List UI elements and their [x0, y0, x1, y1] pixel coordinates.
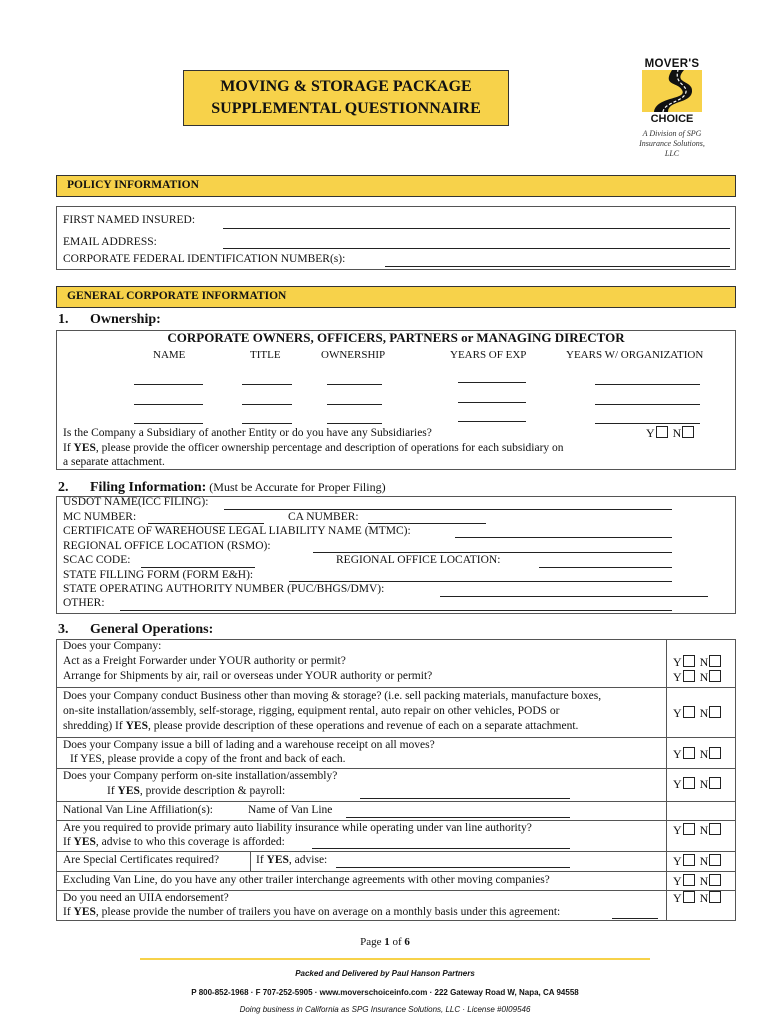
special-certificates-field[interactable] [336, 866, 570, 868]
logo-subtitle-line2: Insurance Solutions, LLC [639, 139, 705, 158]
section-3-number: 3. [58, 622, 69, 637]
owner-2-years-exp-field[interactable] [458, 401, 526, 403]
mtmc-label: CERTIFICATE OF WAREHOUSE LEGAL LIABILITY NAME (MTMC): [63, 525, 411, 537]
uiia-yes-checkbox[interactable] [683, 891, 695, 903]
divider [56, 890, 736, 891]
ownership-heading: CORPORATE OWNERS, OFFICERS, PARTNERS or MANAGING DIRECTOR [167, 330, 625, 345]
subsidiary-note-rest: , please provide the officer ownership percentage and description of operations for each subsidiary on [95, 442, 564, 454]
form-title-line1: MOVING & STORAGE PACKAGE [220, 78, 472, 95]
footer-license: Doing business in California as SPG Insurance Solutions, LLC · License #0I09546 [239, 1005, 531, 1014]
yes-label: Y [673, 854, 682, 868]
yes-no-column-divider [666, 639, 667, 921]
page-total: 6 [404, 936, 410, 948]
first-named-insured-field[interactable] [223, 227, 730, 229]
auto-liability-field[interactable] [312, 847, 570, 849]
trailer-interchange-question: Excluding Van Line, do you have any other trailer interchange agreements with other moving companies? [63, 874, 550, 886]
yes-label: Y [673, 891, 682, 905]
owner-3-name-field[interactable] [134, 422, 203, 424]
special-certificates-yes-no [673, 854, 726, 869]
installation-yes-checkbox[interactable] [683, 777, 695, 789]
yes-label: Y [673, 777, 682, 791]
no-label: N [699, 747, 709, 761]
subsidiary-yes-checkbox[interactable] [656, 426, 668, 438]
filing-title-text: Filing Information: [90, 480, 207, 495]
bill-of-lading-question: Does your Company issue a bill of lading and a warehouse receipt on all moves? [63, 739, 435, 751]
divider [56, 801, 736, 802]
divider [56, 871, 736, 872]
freight-forwarder-question: Act as a Freight Forwarder under YOUR authority or permit? [63, 655, 346, 667]
state-form-field[interactable] [289, 580, 672, 582]
mc-number-field[interactable] [148, 522, 264, 524]
no-label: N [699, 891, 709, 905]
section-2-number: 2. [58, 480, 69, 495]
trailer-interchange-yes-checkbox[interactable] [683, 874, 695, 886]
yes-label: Y [673, 670, 682, 684]
yes-label: Y [646, 426, 655, 440]
arrange-shipments-yes-checkbox[interactable] [683, 670, 695, 682]
first-named-insured-label: FIRST NAMED INSURED: [63, 214, 196, 226]
uiia-trailers-field[interactable] [612, 917, 658, 919]
subsidiary-question: Is the Company a Subsidiary of another Entity or do you have any Subsidiaries? [63, 427, 432, 439]
yes-label: Y [673, 747, 682, 761]
uiia-prefix: If [63, 906, 74, 918]
other-business-question-line3 [63, 720, 578, 732]
other-business-yes-no [673, 706, 726, 721]
divider [250, 851, 251, 871]
special-certificates-note [256, 854, 327, 866]
no-label: N [699, 777, 709, 791]
auto-liability-yes-no [673, 823, 726, 838]
freight-forwarder-yes-checkbox[interactable] [683, 655, 695, 667]
ca-number-field[interactable] [368, 522, 486, 524]
usdot-label: USDOT NAME(ICC FILING): [63, 496, 209, 508]
yes-label: Y [673, 706, 682, 720]
bill-of-lading-yes-checkbox[interactable] [683, 747, 695, 759]
divider [56, 737, 736, 738]
subsidiary-note-prefix: If [63, 442, 74, 454]
owner-2-title-field[interactable] [242, 403, 292, 405]
trailer-interchange-yes-no [673, 874, 726, 889]
special-certificates-prefix: If [256, 854, 267, 866]
owner-3-ownership-field[interactable] [327, 422, 382, 424]
other-business-no-checkbox[interactable] [709, 706, 721, 718]
rsmo-field[interactable] [313, 551, 672, 553]
policy-information-banner: POLICY INFORMATION [56, 175, 736, 197]
arrange-shipments-yes-no [673, 670, 726, 685]
other-field[interactable] [120, 609, 672, 611]
auto-liability-yes-checkbox[interactable] [683, 823, 695, 835]
subsidiary-yes-no [646, 426, 699, 441]
does-your-company-label: Does your Company: [63, 640, 162, 652]
subsidiary-no-checkbox[interactable] [682, 426, 694, 438]
installation-note [107, 785, 285, 797]
footer-packed-by: Packed and Delivered by Paul Hanson Partners [295, 969, 475, 978]
no-label: N [699, 854, 709, 868]
scac-code-label: SCAC CODE: [63, 554, 131, 566]
regional-office-label: REGIONAL OFFICE LOCATION: [336, 554, 501, 566]
other-business-prefix: shredding) If [63, 720, 126, 732]
no-label: N [699, 655, 709, 669]
installation-no-checkbox[interactable] [709, 777, 721, 789]
col-years-of-exp: YEARS OF EXP [450, 349, 527, 361]
owner-1-title-field[interactable] [242, 383, 292, 385]
general-operations-title: General Operations: [90, 622, 214, 637]
owner-1-years-org-field[interactable] [595, 383, 700, 385]
page-of: of [389, 936, 405, 948]
page-current: 1 [384, 936, 390, 948]
yes-label: Y [673, 823, 682, 837]
state-authority-field[interactable] [440, 595, 708, 597]
installation-rest: , provide description & payroll: [139, 785, 286, 797]
logo-top-text: MOVER'S [644, 58, 700, 70]
subsidiary-note-line1 [63, 442, 564, 454]
auto-liability-rest: , advise to who this coverage is afforded: [95, 836, 285, 848]
movers-choice-logo [632, 58, 712, 159]
installation-prefix: If [107, 785, 118, 797]
usdot-field[interactable] [224, 508, 672, 510]
yes-label: Y [673, 655, 682, 669]
email-address-label: EMAIL ADDRESS: [63, 236, 157, 248]
footer-contact: P 800-852-1968 · F 707-252-5905 · www.moverschoiceinfo.com · 222 Gateway Road W, Napa, CA 94558 [191, 988, 579, 997]
installation-payroll-field[interactable] [360, 797, 570, 799]
col-ownership: OWNERSHIP [321, 349, 386, 361]
other-business-yes: YES [125, 720, 148, 732]
owner-1-ownership-field[interactable] [327, 383, 382, 385]
no-label: N [672, 426, 682, 440]
email-address-field[interactable] [223, 247, 730, 249]
form-title [183, 70, 509, 126]
uiia-note [63, 906, 560, 918]
col-title: TITLE [250, 349, 281, 361]
filing-title-note: (Must be Accurate for Proper Filing) [206, 480, 386, 494]
van-line-name-label: Name of Van Line [248, 804, 333, 816]
fein-field[interactable] [385, 265, 730, 267]
auto-liability-no-checkbox[interactable] [709, 823, 721, 835]
divider [56, 851, 736, 852]
special-certificates-yes: YES [266, 854, 289, 866]
divider [56, 687, 736, 688]
divider [56, 768, 736, 769]
uiia-yes: YES [73, 906, 96, 918]
filing-information-title [90, 480, 386, 496]
regional-office-field[interactable] [539, 566, 672, 568]
special-certificates-no-checkbox[interactable] [709, 854, 721, 866]
page-prefix: Page [360, 936, 385, 948]
installation-question: Does your Company perform on-site installation/assembly? [63, 770, 338, 782]
freight-forwarder-yes-no [673, 655, 726, 670]
auto-liability-yes: YES [73, 836, 96, 848]
logo-subtitle-line1: A Division of SPG [642, 129, 702, 138]
other-business-yes-checkbox[interactable] [683, 706, 695, 718]
special-certificates-yes-checkbox[interactable] [683, 854, 695, 866]
no-label: N [699, 823, 709, 837]
no-label: N [699, 706, 709, 720]
bill-of-lading-note: If YES, please provide a copy of the front and back of each. [70, 753, 346, 765]
owner-2-ownership-field[interactable] [327, 403, 382, 405]
ca-number-label: CA NUMBER: [288, 511, 359, 523]
state-form-label: STATE FILLING FORM (FORM E&H): [63, 569, 254, 581]
state-authority-label: STATE OPERATING AUTHORITY NUMBER (PUC/BHGS/DMV): [63, 583, 385, 595]
trailer-interchange-no-checkbox[interactable] [709, 874, 721, 886]
yes-label: Y [673, 874, 682, 888]
rsmo-label: REGIONAL OFFICE LOCATION (RSMO): [63, 540, 271, 552]
subsidiary-note-yes: YES [73, 442, 96, 454]
divider [56, 820, 736, 821]
uiia-no-checkbox[interactable] [709, 891, 721, 903]
uiia-rest: , please provide the number of trailers you have on average on a monthly basis under this agreement: [95, 906, 561, 918]
uiia-question: Do you need an UIIA endorsement? [63, 892, 229, 904]
logo-subtitle [632, 129, 712, 159]
other-business-question-line1: Does your Company conduct Business other than moving & storage? (i.e. sell packing materials, manufacture boxes, [63, 690, 602, 702]
section-1-number: 1. [58, 312, 69, 327]
other-business-question-line2: on-site installation/assembly, self-storage, rigging, equipment rental, auto repair on other vehicles, PODS or [63, 705, 560, 717]
auto-liability-prefix: If [63, 836, 74, 848]
special-certificates-question: Are Special Certificates required? [63, 854, 220, 866]
col-years-with-organization: YEARS W/ ORGANIZATION [566, 349, 704, 361]
van-line-name-field[interactable] [346, 816, 570, 818]
form-title-line2: SUPPLEMENTAL QUESTIONNAIRE [211, 100, 481, 117]
logo-bottom-text: CHOICE [650, 113, 694, 125]
general-corporate-information-banner: GENERAL CORPORATE INFORMATION [56, 286, 736, 308]
auto-liability-question: Are you required to provide primary auto liability insurance while operating under van line authority? [63, 822, 532, 834]
bill-of-lading-no-checkbox[interactable] [709, 747, 721, 759]
footer-rule [140, 958, 650, 960]
ownership-title: Ownership: [90, 312, 161, 327]
installation-yes: YES [117, 785, 140, 797]
owner-3-title-field[interactable] [242, 422, 292, 424]
other-label: OTHER: [63, 597, 105, 609]
page-number [0, 936, 770, 948]
special-certificates-rest: , advise: [288, 854, 328, 866]
no-label: N [699, 874, 709, 888]
owner-2-name-field[interactable] [134, 403, 203, 405]
bill-of-lading-yes-no [673, 747, 726, 762]
installation-yes-no [673, 777, 726, 792]
mtmc-field[interactable] [455, 536, 672, 538]
other-business-rest: , please provide description of these operations and revenue of each on a separate attachment. [147, 720, 579, 732]
scac-code-field[interactable] [141, 566, 255, 568]
fein-label: CORPORATE FEDERAL IDENTIFICATION NUMBER(s): [63, 253, 346, 265]
freight-forwarder-no-checkbox[interactable] [709, 655, 721, 667]
owner-3-years-exp-field[interactable] [458, 420, 526, 422]
auto-liability-note [63, 836, 285, 848]
owner-1-years-exp-field[interactable] [458, 381, 526, 383]
mc-number-label: MC NUMBER: [63, 511, 137, 523]
owner-1-name-field[interactable] [134, 383, 203, 385]
subsidiary-note-line2: a separate attachment. [63, 456, 165, 468]
road-icon [632, 70, 712, 112]
owner-3-years-org-field[interactable] [595, 422, 700, 424]
van-line-affiliation-label: National Van Line Affiliation(s): [63, 804, 214, 816]
uiia-yes-no [673, 891, 726, 906]
arrange-shipments-question: Arrange for Shipments by air, rail or overseas under YOUR authority or permit? [63, 670, 433, 682]
owner-2-years-org-field[interactable] [595, 403, 700, 405]
col-name: NAME [153, 349, 186, 361]
no-label: N [699, 670, 709, 684]
arrange-shipments-no-checkbox[interactable] [709, 670, 721, 682]
